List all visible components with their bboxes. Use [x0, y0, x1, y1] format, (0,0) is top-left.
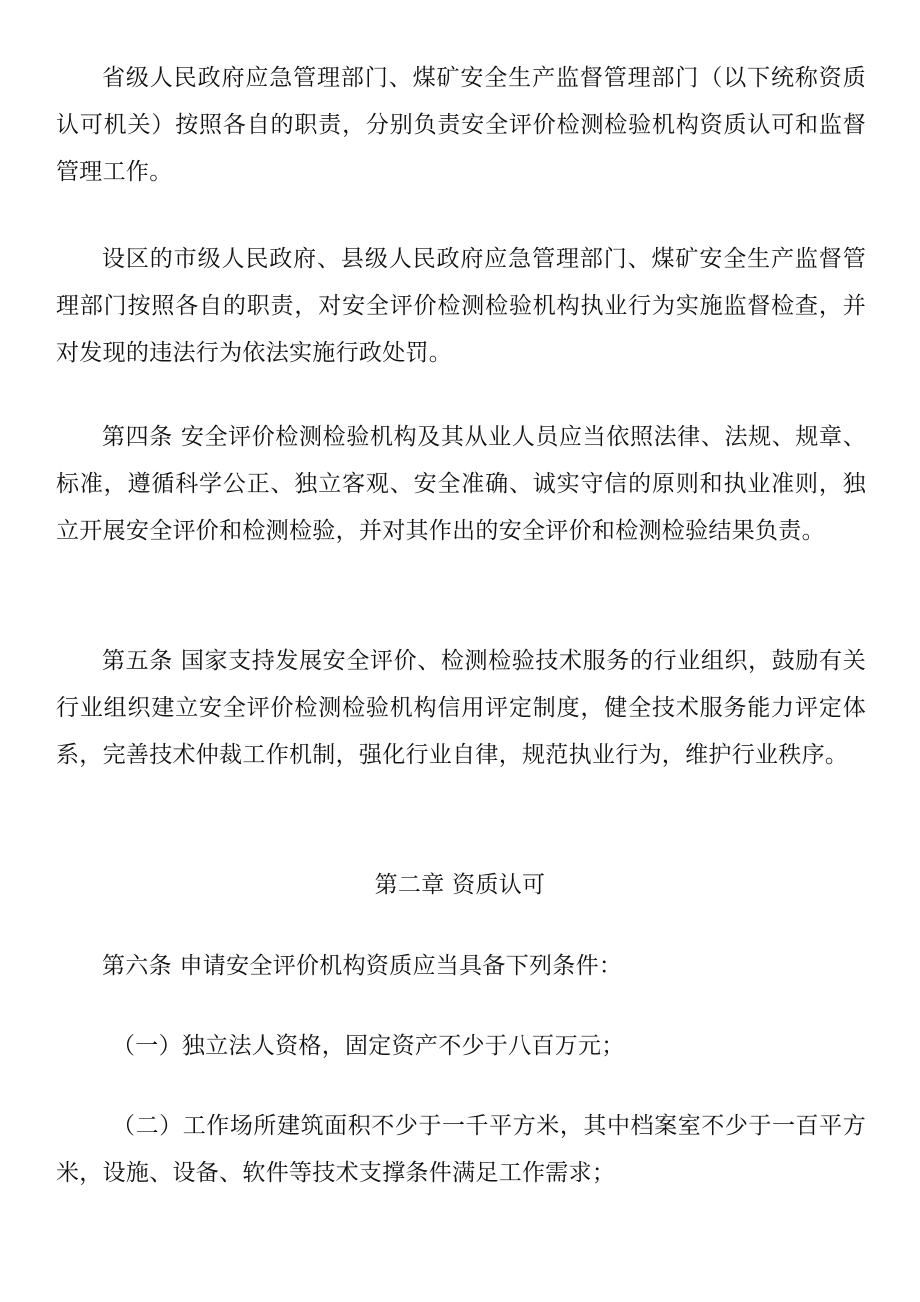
list-item-condition-one: （一）独立法人资格，固定资产不少于八百万元；	[112, 1033, 625, 1059]
paragraph-municipal-supervision: 设区的市级人民政府、县级人民政府应急管理部门、煤矿安全生产监督管理部门按照各自的职责，对安全评价检测检验机构执业行为实施监督检查，并对发现的违法行为依法实施行政处罚。	[56, 246, 866, 366]
paragraph-authority-duties: 省级人民政府应急管理部门、煤矿安全生产监督管理部门（以下统称资质认可机关）按照各自的职责，分别负责安全评价检测检验机构资质认可和监督管理工作。	[56, 65, 866, 185]
chapter-heading: 第二章 资质认可	[374, 872, 546, 898]
paragraph-article-five: 第五条 国家支持发展安全评价、检测检验技术服务的行业组织，鼓励有关行业组织建立安全评价检测检验机构信用评定制度，健全技术服务能力评定体系，完善技术仲裁工作机制，强化行业自律，规范执业行为，维护行业秩序。	[56, 648, 866, 768]
list-item-condition-two: （二）工作场所建筑面积不少于一千平方米，其中档案室不少于一百平方米，设施、设备、软件等技术支撑条件满足工作需求；	[56, 1113, 866, 1186]
paragraph-article-four: 第四条 安全评价检测检验机构及其从业人员应当依照法律、法规、规章、标准，遵循科学公正、独立客观、安全准确、诚实守信的原则和执业准则，独立开展安全评价和检测检验，并对其作出的安全评价和检测检验结果负责。	[56, 424, 866, 544]
paragraph-article-six: 第六条 申请安全评价机构资质应当具备下列条件：	[102, 953, 623, 979]
